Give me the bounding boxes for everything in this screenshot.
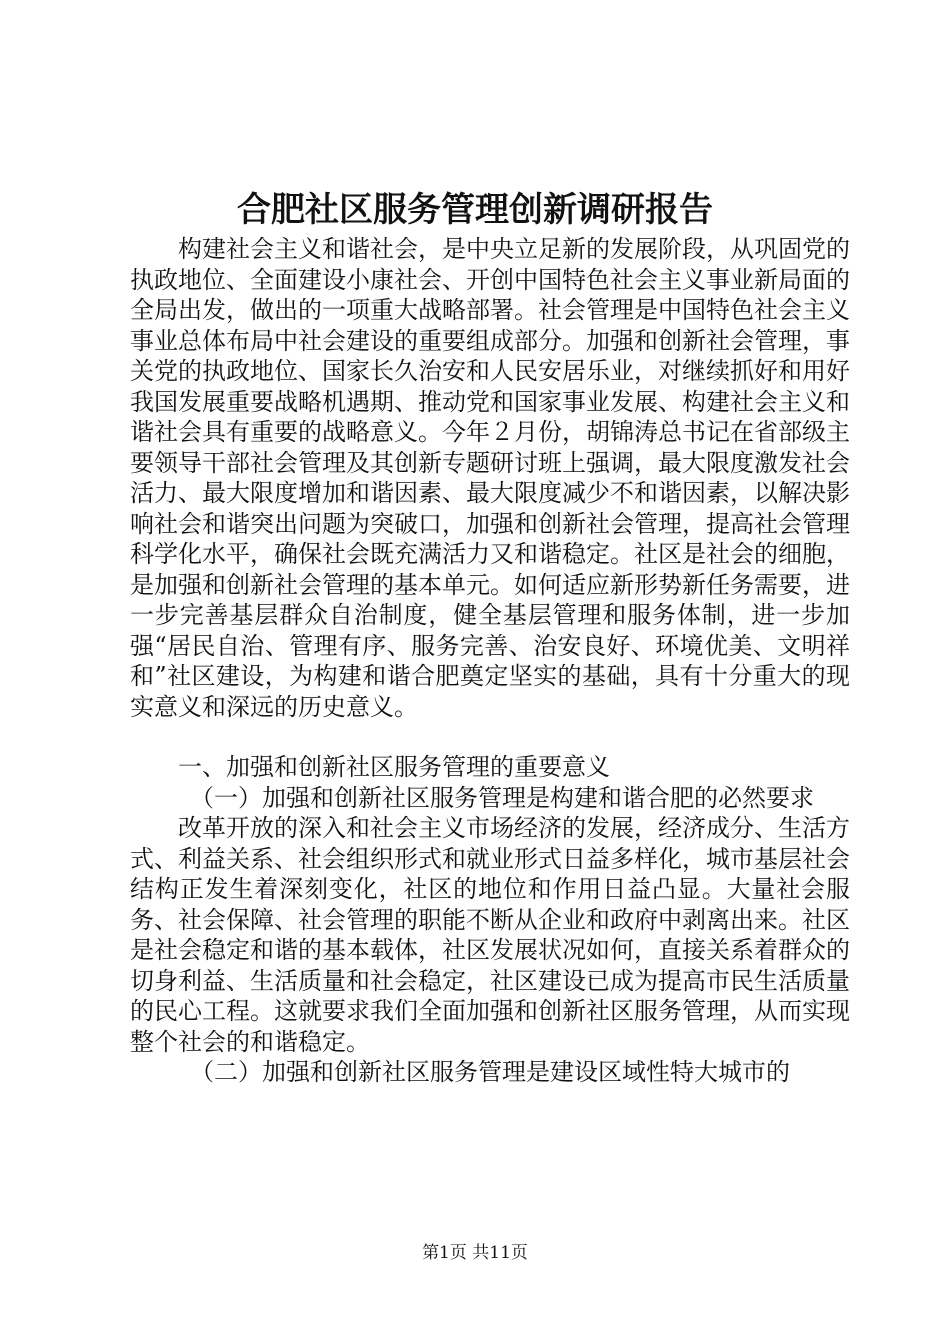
intro-paragraph: 构建社会主义和谐社会，是中央立足新的发展阶段，从巩固党的执政地位、全面建设小康社会、开创中国特色社会主义事业新局面的全局出发，做出的一项重大战略部署。社会管理是中国特色社会主义事业总体布局中社会建设的重要组成部分。加强和创新社会管理，事关党的执政地位、国家长久治安和人民安居乐业，对继续抓好和用好我国发展重要战略机遇期、推动党和国家事业发展、构建社会主义和谐社会具有重要的战略意义。今年２月份，胡锦涛总书记在省部级主要领导干部社会管理及其创新专题研讨班上强调，最大限度激发社会活力、最大限度增加和谐因素、最大限度减少不和谐因素，以解决影响社会和谐突出问题为突破口，加强和创新社会管理，提高社会管理科学化水平，确保社会既充满活力又和谐稳定。社区是社会的细胞，是加强和创新社会管理的基本单元。如何适应新形势新任务需要，进一步完善基层群众自治制度，健全基层管理和服务体制，进一步加强“居民自治、管理有序、服务完善、治安良好、环境优美、文明祥和”社区建设，为构建和谐合肥奠定坚实的基础，具有十分重大的现实意义和深远的历史意义。 [130, 235, 850, 721]
document-title: 合肥社区服务管理创新调研报告 [237, 190, 713, 230]
document-body [130, 234, 850, 1088]
body-paragraph: 改革开放的深入和社会主义市场经济的发展，经济成分、生活方式、利益关系、社会组织形式和就业形式日益多样化，城市基层社会结构正发生着深刻变化，社区的地位和作用日益凸显。大量社会服务、社会保障、社会管理的职能不断从企业和政府中剥离出来。社区是社会稳定和谐的基本载体，社区发展状况如何，直接关系着群众的切身利益、生活质量和社会稳定，社区建设已成为提高市民生活质量的民心工程。这就要求我们全面加强和创新社区服务管理，从而实现整个社会的和谐稳定。 [130, 814, 850, 1056]
subsection-heading: （一）加强和创新社区服务管理是构建和谐合肥的必然要求 [190, 783, 814, 812]
section-heading: 一、加强和创新社区服务管理的重要意义 [178, 753, 610, 781]
subsection-heading: （二）加强和创新社区服务管理是建设区域性特大城市的 [190, 1058, 790, 1086]
page-footer: 第1页 共11页 [422, 1243, 528, 1263]
